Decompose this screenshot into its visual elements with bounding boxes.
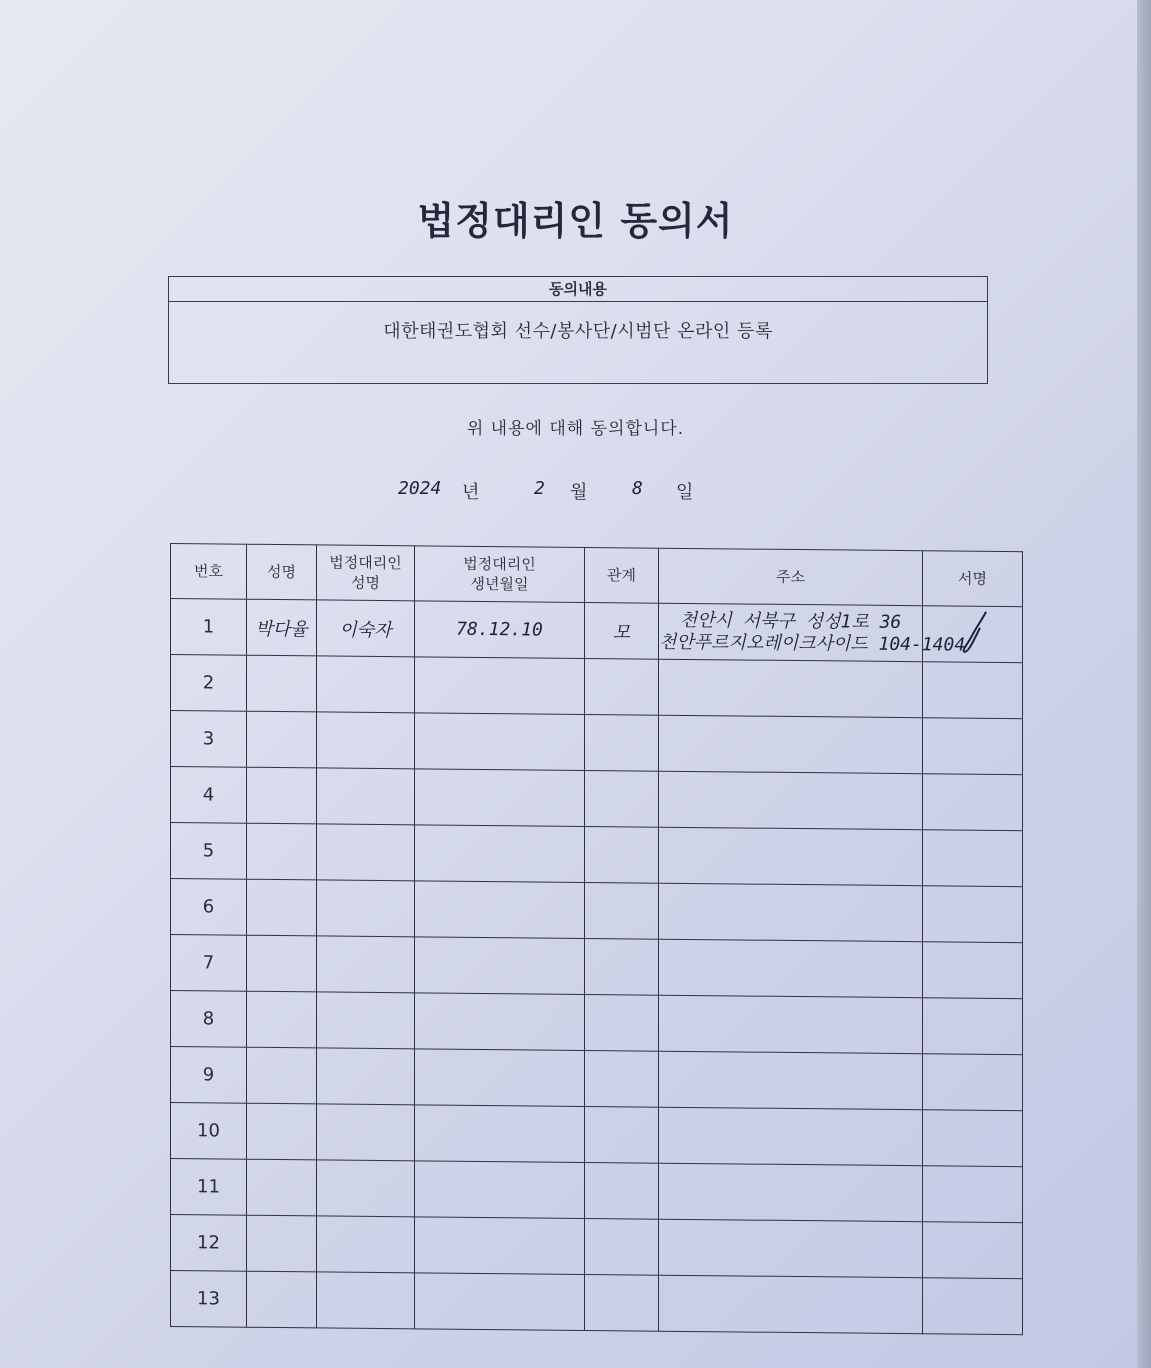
row-number: 8	[171, 991, 247, 1048]
table-row	[171, 879, 1023, 943]
table-row	[171, 1159, 1023, 1223]
row-number: 5	[171, 823, 247, 880]
header-number: 번호	[171, 544, 247, 600]
row-number: 13	[171, 1271, 247, 1328]
header-guardian-name	[317, 545, 415, 601]
table-row	[171, 1047, 1023, 1111]
document-title: 법정대리인 동의서	[417, 199, 734, 243]
agreement-statement: 위 내용에 대해 동의합니다.	[466, 419, 685, 439]
row-number: 3	[171, 711, 247, 768]
guardian-roster-table	[170, 543, 1023, 1335]
row-number: 10	[171, 1103, 247, 1160]
date-day-label: 일	[676, 482, 694, 503]
date-day-handwritten: 8	[632, 478, 643, 499]
date-line	[398, 474, 758, 514]
table-row	[171, 655, 1023, 719]
table-header-row	[171, 544, 1023, 607]
row-number: 9	[171, 1047, 247, 1104]
header-address: 주소	[659, 548, 923, 606]
signature-mark	[956, 610, 990, 654]
header-guardian-birth	[415, 546, 585, 603]
row-name-handwritten: 박다율	[247, 599, 317, 656]
table-row	[171, 1271, 1023, 1335]
table-row	[171, 823, 1023, 887]
row-guardian-name-handwritten: 이숙자	[317, 600, 415, 657]
table-row	[171, 599, 1023, 663]
header-guardian-name-line2: 성명	[351, 573, 380, 593]
row-address-line1: 천안시 서북구 성성1로 36	[679, 609, 902, 633]
row-number: 12	[171, 1215, 247, 1272]
table-row	[171, 1103, 1023, 1167]
consent-header: 동의내용	[169, 277, 987, 302]
date-year-handwritten: 2024	[398, 478, 442, 499]
row-address-handwritten	[659, 603, 966, 662]
row-address-line2: 천안푸르지오레이크사이드 104-1404	[659, 631, 966, 656]
header-guardian-birth-line2: 생년월일	[470, 574, 529, 594]
date-month-handwritten: 2	[534, 478, 545, 499]
header-name: 성명	[247, 544, 317, 600]
row-number: 11	[171, 1159, 247, 1216]
header-guardian-birth-line1: 법정대리인	[463, 554, 536, 574]
consent-content: 대한태권도협회 선수/봉사단/시범단 온라인 등록	[383, 321, 773, 342]
consent-box	[168, 276, 988, 384]
header-relation: 관계	[585, 547, 659, 603]
row-relation-handwritten: 모	[585, 602, 659, 659]
date-year-label: 년	[462, 482, 480, 503]
table-row	[171, 935, 1023, 999]
date-month-label: 월	[570, 482, 588, 503]
row-number: 4	[171, 767, 247, 824]
row-guardian-birth-handwritten: 78.12.10	[415, 601, 585, 659]
header-guardian-name-line1: 법정대리인	[329, 553, 402, 573]
row-number: 1	[171, 599, 247, 656]
row-number: 7	[171, 935, 247, 992]
table-row	[171, 711, 1023, 775]
table-row	[171, 1215, 1023, 1279]
table-row	[171, 767, 1023, 831]
table-row	[171, 991, 1023, 1055]
row-number: 6	[171, 879, 247, 936]
row-number: 2	[171, 655, 247, 712]
header-signature: 서명	[923, 551, 1023, 607]
